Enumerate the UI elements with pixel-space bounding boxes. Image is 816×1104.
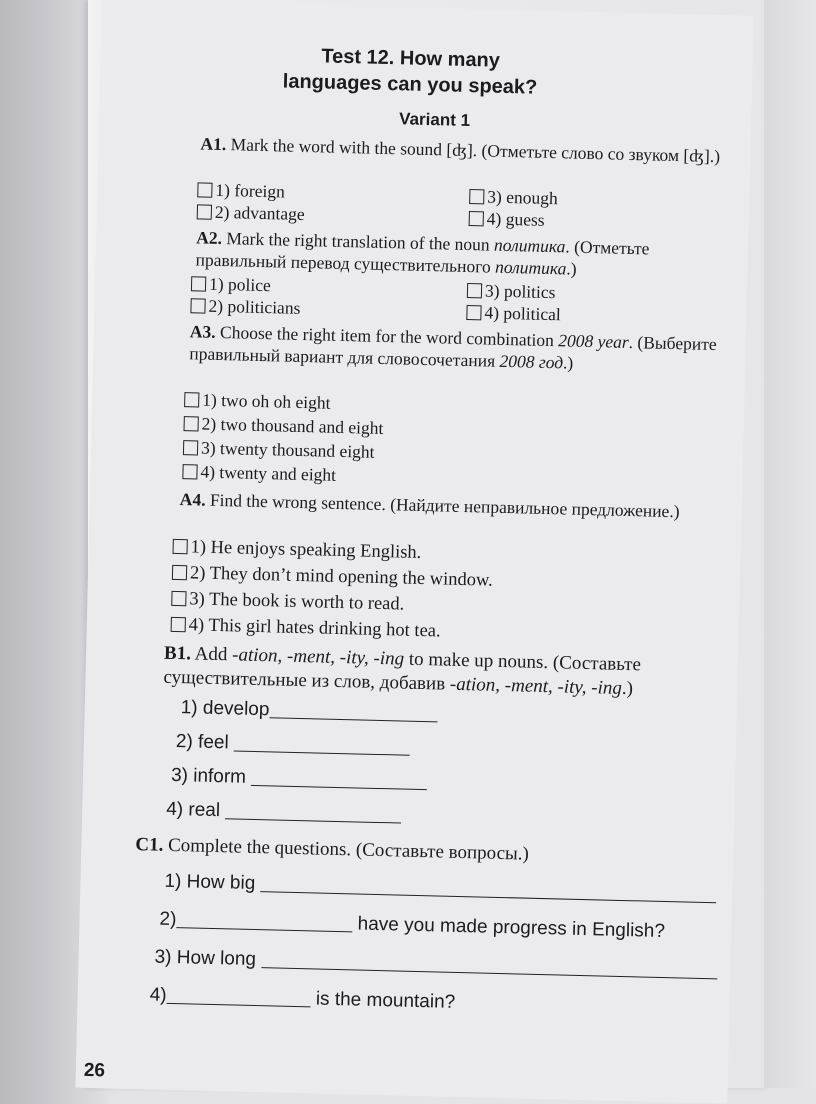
test-page [75,0,753,1104]
option-a2-1[interactable]: 1) police [191,272,271,296]
question-text: Mark the word with the sound [ʤ]. (Отметьте слово со звуком [ʤ].) [230,134,721,167]
checkbox[interactable] [466,305,481,320]
option-a1-1[interactable]: 1) foreign [197,178,285,202]
page-number: 26 [83,1059,106,1082]
b1-item-4: 4) real [166,798,402,828]
b1-item-3: 3) inform [171,764,428,794]
question-b1: B1. Add -ation, -ment, -ity, -ing to make up nouns. (Составьте существительные из слов, добавив -ation, -ment, -ity, -ing.) [163,642,642,700]
checkbox[interactable] [197,204,212,219]
question-number: B1. [163,642,192,665]
answer-blank[interactable] [234,732,410,755]
checkbox[interactable] [182,464,197,479]
checkbox[interactable] [171,591,186,606]
answer-blank[interactable] [261,949,717,979]
answer-blank[interactable] [269,699,437,722]
question-a3: A3. Choose the right item for the word combination 2008 year. (Выберите правильный вариант для словосочетания 2008 год.) [189,321,717,373]
checkbox[interactable] [197,182,212,197]
option-a4-3[interactable]: 3) The book is worth to read. [171,588,404,616]
option-a2-2[interactable]: 2) politicians [190,294,300,319]
option-a2-4[interactable]: 4) political [466,301,561,325]
checkbox[interactable] [172,565,187,580]
option-a4-4[interactable]: 4) This girl hates drinking hot tea. [170,614,440,643]
option-a4-1[interactable]: 1) He enjoys speaking English. [172,536,421,564]
answer-blank[interactable] [176,909,352,932]
answer-blank[interactable] [251,767,427,790]
b1-item-2: 2) feel [176,730,411,760]
c1-item-2: 2) have you made progress in English? [159,908,666,943]
checkbox[interactable] [172,539,187,554]
option-a3-3[interactable]: 3) twenty thousand eight [183,436,375,463]
question-number: A1. [200,133,227,155]
facing-page [764,0,816,1088]
option-a3-2[interactable]: 2) two thousand and eight [183,412,383,439]
option-a1-4[interactable]: 4) guess [469,207,545,231]
answer-blank[interactable] [166,985,310,1008]
question-a4 [180,488,720,523]
variant-label: Variant 1 [398,109,471,131]
question-number: A2. [195,227,223,248]
question-number: C1. [135,834,164,856]
question-a2: A2. Mark the right translation of the noun политика. (Отметьте правильный перевод существительного политика.) [195,227,650,279]
checkbox[interactable] [183,416,198,431]
answer-blank[interactable] [225,800,401,823]
question-text: Find the wrong sentence. (Найдите неправильное предложение.) [209,489,680,522]
option-a3-1[interactable]: 1) two oh oh eight [184,388,331,414]
option-a1-3[interactable]: 3) enough [469,185,558,209]
question-text: Complete the questions. (Составьте вопросы.) [167,834,530,865]
checkbox[interactable] [171,617,186,632]
checkbox[interactable] [469,189,484,204]
answer-blank[interactable] [260,873,716,903]
c1-item-1: 1) How big [164,870,717,907]
option-a2-3[interactable]: 3) politics [467,279,556,303]
checkbox[interactable] [184,392,199,407]
c1-item-3: 3) How long [154,946,717,984]
checkbox[interactable] [467,283,482,298]
page-title: Test 12. How many languages can you speak? [282,45,538,99]
checkbox[interactable] [191,276,206,291]
option-a3-4[interactable]: 4) twenty and eight [182,460,336,486]
option-a1-2[interactable]: 2) advantage [197,200,305,225]
question-number: A3. [189,321,216,342]
c1-item-4: 4) is the mountain? [149,984,456,1013]
question-a1 [200,132,732,167]
option-a4-2[interactable]: 2) They don’t mind opening the window. [172,562,493,592]
question-c1 [135,833,715,871]
checkbox[interactable] [469,211,484,226]
b1-item-1: 1) develop [180,696,437,726]
question-number: A4. [179,489,206,510]
checkbox[interactable] [190,298,205,313]
checkbox[interactable] [183,440,198,455]
